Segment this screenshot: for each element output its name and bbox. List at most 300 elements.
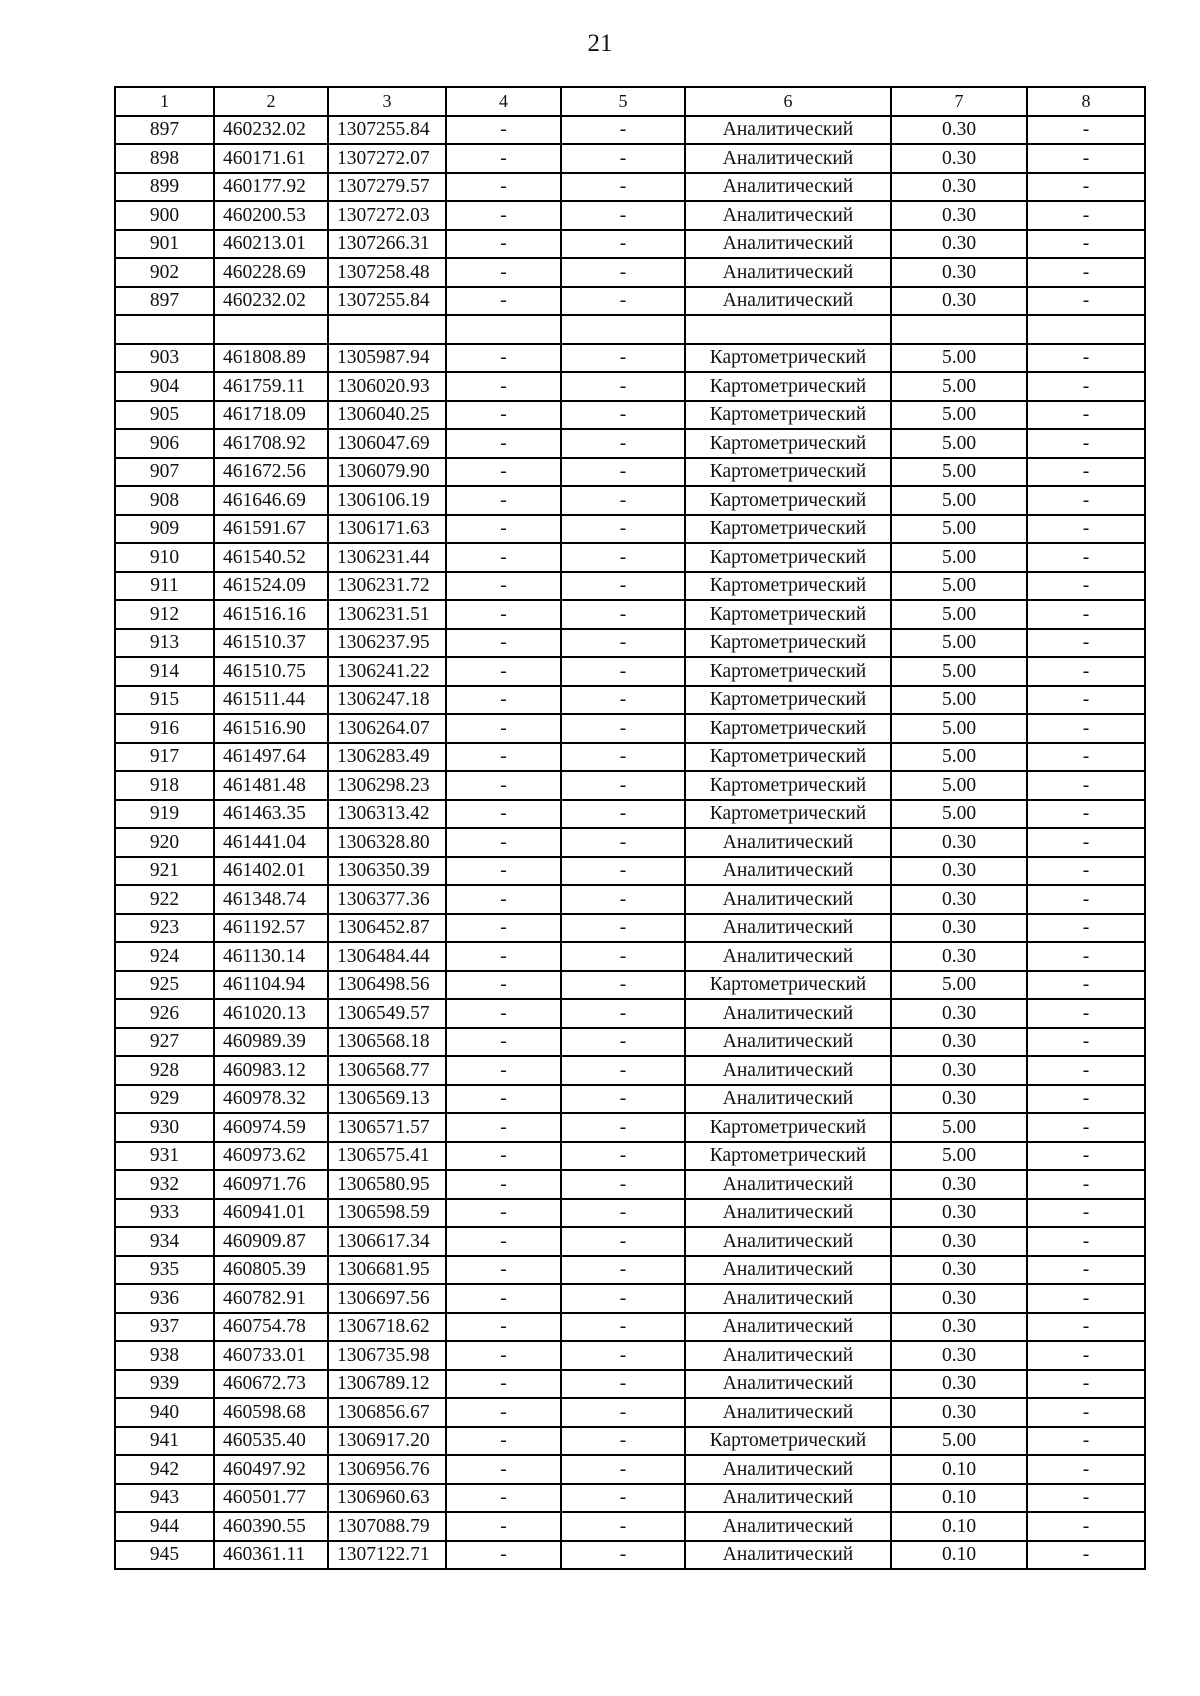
determination-method: Аналитический: [685, 828, 891, 857]
col-4-value: -: [446, 885, 561, 914]
y-coordinate: 1306789.12: [328, 1370, 446, 1399]
accuracy-value: 0.30: [891, 258, 1027, 287]
col-8-value: -: [1027, 344, 1145, 373]
header-row: [115, 87, 1145, 116]
determination-method: Аналитический: [685, 287, 891, 316]
accuracy-value: 0.30: [891, 116, 1027, 145]
col-4-value: -: [446, 1199, 561, 1228]
determination-method: Аналитический: [685, 1199, 891, 1228]
col-5-value: -: [561, 942, 685, 971]
col-8-value: -: [1027, 714, 1145, 743]
col-4-value: -: [446, 771, 561, 800]
col-4-value: -: [446, 1370, 561, 1399]
column-header: 5: [561, 87, 685, 116]
table-row: [115, 942, 1145, 971]
col-4-value: -: [446, 1484, 561, 1513]
table-row: [115, 1199, 1145, 1228]
accuracy-value: 0.10: [891, 1512, 1027, 1541]
col-8-value: -: [1027, 1370, 1145, 1399]
col-5-value: [561, 315, 685, 344]
point-number: 930: [115, 1113, 214, 1142]
col-4-value: -: [446, 1284, 561, 1313]
point-number: 914: [115, 657, 214, 686]
y-coordinate: 1306171.63: [328, 515, 446, 544]
determination-method: Аналитический: [685, 1170, 891, 1199]
point-number: 941: [115, 1427, 214, 1456]
determination-method: Аналитический: [685, 942, 891, 971]
col-5-value: -: [561, 173, 685, 202]
col-8-value: -: [1027, 743, 1145, 772]
table-row: [115, 344, 1145, 373]
determination-method: Аналитический: [685, 1541, 891, 1570]
col-8-value: -: [1027, 971, 1145, 1000]
accuracy-value: 0.30: [891, 828, 1027, 857]
table-row: [115, 429, 1145, 458]
col-8-value: -: [1027, 458, 1145, 487]
col-8-value: -: [1027, 1085, 1145, 1114]
x-coordinate: 461441.04: [214, 828, 328, 857]
accuracy-value: 0.30: [891, 1056, 1027, 1085]
table-row: [115, 315, 1145, 344]
y-coordinate: 1307088.79: [328, 1512, 446, 1541]
x-coordinate: 461497.64: [214, 743, 328, 772]
col-5-value: -: [561, 600, 685, 629]
col-4-value: -: [446, 1028, 561, 1057]
accuracy-value: 0.30: [891, 942, 1027, 971]
accuracy-value: 0.30: [891, 1313, 1027, 1342]
table-row: [115, 401, 1145, 430]
accuracy-value: 0.30: [891, 1227, 1027, 1256]
col-8-value: -: [1027, 429, 1145, 458]
determination-method: Картометрический: [685, 543, 891, 572]
x-coordinate: 461516.16: [214, 600, 328, 629]
col-5-value: -: [561, 458, 685, 487]
col-8-value: -: [1027, 1427, 1145, 1456]
x-coordinate: 460974.59: [214, 1113, 328, 1142]
y-coordinate: 1307266.31: [328, 230, 446, 259]
x-coordinate: 461646.69: [214, 486, 328, 515]
y-coordinate: 1306328.80: [328, 828, 446, 857]
col-5-value: -: [561, 971, 685, 1000]
column-header: 6: [685, 87, 891, 116]
col-4-value: -: [446, 1512, 561, 1541]
accuracy-value: 5.00: [891, 1113, 1027, 1142]
determination-method: Картометрический: [685, 515, 891, 544]
accuracy-value: 0.10: [891, 1455, 1027, 1484]
col-4-value: -: [446, 144, 561, 173]
accuracy-value: 0.30: [891, 287, 1027, 316]
point-number: 908: [115, 486, 214, 515]
y-coordinate: 1306568.77: [328, 1056, 446, 1085]
table-row: [115, 486, 1145, 515]
table-row: [115, 629, 1145, 658]
determination-method: Аналитический: [685, 173, 891, 202]
point-number: 919: [115, 800, 214, 829]
point-number: 911: [115, 572, 214, 601]
col-4-value: -: [446, 600, 561, 629]
determination-method: Картометрический: [685, 1142, 891, 1171]
point-number: 935: [115, 1256, 214, 1285]
col-8-value: -: [1027, 1484, 1145, 1513]
table-row: [115, 1056, 1145, 1085]
col-8-value: -: [1027, 999, 1145, 1028]
y-coordinate: 1306231.51: [328, 600, 446, 629]
point-number: 918: [115, 771, 214, 800]
col-8-value: -: [1027, 1056, 1145, 1085]
col-5-value: -: [561, 401, 685, 430]
y-coordinate: 1306718.62: [328, 1313, 446, 1342]
table-row: [115, 1313, 1145, 1342]
column-header: 2: [214, 87, 328, 116]
col-4-value: -: [446, 743, 561, 772]
table-row: [115, 828, 1145, 857]
col-5-value: -: [561, 1284, 685, 1313]
accuracy-value: 0.30: [891, 173, 1027, 202]
point-number: 925: [115, 971, 214, 1000]
determination-method: Картометрический: [685, 372, 891, 401]
col-8-value: -: [1027, 116, 1145, 145]
determination-method: Аналитический: [685, 1512, 891, 1541]
determination-method: [685, 315, 891, 344]
table-row: [115, 1170, 1145, 1199]
col-4-value: -: [446, 372, 561, 401]
y-coordinate: 1306498.56: [328, 971, 446, 1000]
accuracy-value: 5.00: [891, 657, 1027, 686]
col-5-value: -: [561, 1370, 685, 1399]
x-coordinate: 460971.76: [214, 1170, 328, 1199]
point-number: 943: [115, 1484, 214, 1513]
accuracy-value: 5.00: [891, 1142, 1027, 1171]
table-row: [115, 657, 1145, 686]
col-5-value: -: [561, 800, 685, 829]
point-number: 904: [115, 372, 214, 401]
col-5-value: -: [561, 1028, 685, 1057]
y-coordinate: 1307255.84: [328, 287, 446, 316]
x-coordinate: 460754.78: [214, 1313, 328, 1342]
table-row: [115, 572, 1145, 601]
col-8-value: -: [1027, 1199, 1145, 1228]
determination-method: Аналитический: [685, 144, 891, 173]
col-8-value: -: [1027, 1341, 1145, 1370]
accuracy-value: 5.00: [891, 458, 1027, 487]
table-row: [115, 144, 1145, 173]
point-number: 932: [115, 1170, 214, 1199]
point-number: 923: [115, 914, 214, 943]
x-coordinate: 461511.44: [214, 686, 328, 715]
table-row: [115, 201, 1145, 230]
accuracy-value: 5.00: [891, 572, 1027, 601]
col-8-value: -: [1027, 1455, 1145, 1484]
x-coordinate: 461718.09: [214, 401, 328, 430]
col-8-value: -: [1027, 857, 1145, 886]
determination-method: Картометрический: [685, 486, 891, 515]
x-coordinate: 461510.75: [214, 657, 328, 686]
col-4-value: -: [446, 629, 561, 658]
col-4-value: -: [446, 1085, 561, 1114]
y-coordinate: 1306956.76: [328, 1455, 446, 1484]
table-row: [115, 543, 1145, 572]
determination-method: Картометрический: [685, 458, 891, 487]
y-coordinate: 1306549.57: [328, 999, 446, 1028]
x-coordinate: 460228.69: [214, 258, 328, 287]
table-row: [115, 372, 1145, 401]
col-4-value: -: [446, 1142, 561, 1171]
table-row: [115, 1142, 1145, 1171]
point-number: 900: [115, 201, 214, 230]
point-number: 931: [115, 1142, 214, 1171]
determination-method: Картометрический: [685, 629, 891, 658]
col-4-value: -: [446, 116, 561, 145]
determination-method: Аналитический: [685, 857, 891, 886]
col-4-value: -: [446, 1455, 561, 1484]
y-coordinate: 1306020.93: [328, 372, 446, 401]
col-8-value: -: [1027, 1256, 1145, 1285]
table-row: [115, 1455, 1145, 1484]
col-5-value: -: [561, 572, 685, 601]
x-coordinate: [214, 315, 328, 344]
point-number: 902: [115, 258, 214, 287]
col-8-value: -: [1027, 515, 1145, 544]
y-coordinate: 1306079.90: [328, 458, 446, 487]
col-8-value: -: [1027, 1227, 1145, 1256]
determination-method: Аналитический: [685, 1056, 891, 1085]
col-5-value: -: [561, 1142, 685, 1171]
col-4-value: -: [446, 942, 561, 971]
col-4-value: -: [446, 800, 561, 829]
point-number: 944: [115, 1512, 214, 1541]
col-8-value: -: [1027, 800, 1145, 829]
accuracy-value: 5.00: [891, 543, 1027, 572]
table-row: [115, 600, 1145, 629]
col-5-value: -: [561, 144, 685, 173]
y-coordinate: 1306917.20: [328, 1427, 446, 1456]
y-coordinate: 1307255.84: [328, 116, 446, 145]
x-coordinate: 460232.02: [214, 116, 328, 145]
accuracy-value: 5.00: [891, 629, 1027, 658]
accuracy-value: 5.00: [891, 429, 1027, 458]
determination-method: Картометрический: [685, 344, 891, 373]
col-5-value: -: [561, 287, 685, 316]
column-header: 1: [115, 87, 214, 116]
y-coordinate: 1306617.34: [328, 1227, 446, 1256]
x-coordinate: 461402.01: [214, 857, 328, 886]
col-8-value: -: [1027, 1142, 1145, 1171]
y-coordinate: 1307272.07: [328, 144, 446, 173]
accuracy-value: 5.00: [891, 401, 1027, 430]
table-row: [115, 971, 1145, 1000]
x-coordinate: 461020.13: [214, 999, 328, 1028]
col-8-value: -: [1027, 1313, 1145, 1342]
y-coordinate: 1307279.57: [328, 173, 446, 202]
x-coordinate: 460805.39: [214, 1256, 328, 1285]
y-coordinate: 1306106.19: [328, 486, 446, 515]
col-8-value: -: [1027, 600, 1145, 629]
determination-method: Картометрический: [685, 743, 891, 772]
col-8-value: -: [1027, 201, 1145, 230]
accuracy-value: 0.30: [891, 857, 1027, 886]
point-number: 899: [115, 173, 214, 202]
col-8-value: -: [1027, 486, 1145, 515]
column-header: 7: [891, 87, 1027, 116]
col-5-value: -: [561, 543, 685, 572]
col-4-value: -: [446, 857, 561, 886]
x-coordinate: 460989.39: [214, 1028, 328, 1057]
accuracy-value: 0.30: [891, 1370, 1027, 1399]
col-4-value: -: [446, 458, 561, 487]
x-coordinate: 460983.12: [214, 1056, 328, 1085]
point-number: 922: [115, 885, 214, 914]
x-coordinate: 460598.68: [214, 1398, 328, 1427]
determination-method: Аналитический: [685, 1227, 891, 1256]
col-5-value: -: [561, 629, 685, 658]
table-row: [115, 458, 1145, 487]
y-coordinate: 1307122.71: [328, 1541, 446, 1570]
col-5-value: -: [561, 1398, 685, 1427]
point-number: 924: [115, 942, 214, 971]
point-number: 929: [115, 1085, 214, 1114]
y-coordinate: 1306231.72: [328, 572, 446, 601]
col-8-value: -: [1027, 942, 1145, 971]
accuracy-value: 0.30: [891, 1028, 1027, 1057]
col-4-value: -: [446, 1313, 561, 1342]
table-row: [115, 999, 1145, 1028]
determination-method: Аналитический: [685, 1455, 891, 1484]
point-number: 905: [115, 401, 214, 430]
y-coordinate: 1306047.69: [328, 429, 446, 458]
accuracy-value: 5.00: [891, 800, 1027, 829]
x-coordinate: 460177.92: [214, 173, 328, 202]
accuracy-value: 0.30: [891, 1256, 1027, 1285]
point-number: 933: [115, 1199, 214, 1228]
col-8-value: -: [1027, 771, 1145, 800]
point-number: 910: [115, 543, 214, 572]
point-number: 937: [115, 1313, 214, 1342]
col-5-value: -: [561, 1170, 685, 1199]
accuracy-value: 0.30: [891, 1284, 1027, 1313]
y-coordinate: 1306735.98: [328, 1341, 446, 1370]
col-8-value: -: [1027, 1284, 1145, 1313]
y-coordinate: 1306856.67: [328, 1398, 446, 1427]
y-coordinate: 1306484.44: [328, 942, 446, 971]
col-5-value: -: [561, 743, 685, 772]
x-coordinate: 461510.37: [214, 629, 328, 658]
determination-method: Аналитический: [685, 885, 891, 914]
point-number: 936: [115, 1284, 214, 1313]
col-8-value: -: [1027, 287, 1145, 316]
col-4-value: -: [446, 401, 561, 430]
col-4-value: -: [446, 344, 561, 373]
table-row: [115, 743, 1145, 772]
accuracy-value: 5.00: [891, 714, 1027, 743]
y-coordinate: 1306241.22: [328, 657, 446, 686]
col-4-value: -: [446, 657, 561, 686]
col-4-value: -: [446, 686, 561, 715]
x-coordinate: 461348.74: [214, 885, 328, 914]
y-coordinate: 1305987.94: [328, 344, 446, 373]
point-number: 897: [115, 287, 214, 316]
y-coordinate: 1306231.44: [328, 543, 446, 572]
determination-method: Аналитический: [685, 258, 891, 287]
col-5-value: -: [561, 258, 685, 287]
col-4-value: -: [446, 914, 561, 943]
y-coordinate: 1306264.07: [328, 714, 446, 743]
determination-method: Аналитический: [685, 1028, 891, 1057]
y-coordinate: 1306350.39: [328, 857, 446, 886]
determination-method: Картометрический: [685, 1113, 891, 1142]
y-coordinate: 1306569.13: [328, 1085, 446, 1114]
col-5-value: -: [561, 1199, 685, 1228]
point-number: 928: [115, 1056, 214, 1085]
table-body: [115, 116, 1145, 1570]
col-5-value: -: [561, 885, 685, 914]
table-row: [115, 173, 1145, 202]
determination-method: Картометрический: [685, 1427, 891, 1456]
point-number: 927: [115, 1028, 214, 1057]
table-row: [115, 1370, 1145, 1399]
accuracy-value: 0.30: [891, 1170, 1027, 1199]
col-5-value: -: [561, 1341, 685, 1370]
y-coordinate: 1306452.87: [328, 914, 446, 943]
determination-method: Картометрический: [685, 429, 891, 458]
determination-method: Аналитический: [685, 230, 891, 259]
col-5-value: -: [561, 657, 685, 686]
accuracy-value: 5.00: [891, 344, 1027, 373]
col-5-value: -: [561, 1313, 685, 1342]
accuracy-value: 0.30: [891, 1085, 1027, 1114]
accuracy-value: 0.30: [891, 914, 1027, 943]
determination-method: Картометрический: [685, 657, 891, 686]
accuracy-value: 0.30: [891, 201, 1027, 230]
y-coordinate: 1306598.59: [328, 1199, 446, 1228]
point-number: 940: [115, 1398, 214, 1427]
y-coordinate: 1306575.41: [328, 1142, 446, 1171]
col-4-value: -: [446, 201, 561, 230]
x-coordinate: 460973.62: [214, 1142, 328, 1171]
x-coordinate: 461808.89: [214, 344, 328, 373]
col-8-value: -: [1027, 372, 1145, 401]
point-number: 920: [115, 828, 214, 857]
col-4-value: -: [446, 1256, 561, 1285]
determination-method: Аналитический: [685, 1085, 891, 1114]
col-5-value: -: [561, 1484, 685, 1513]
determination-method: Картометрический: [685, 686, 891, 715]
col-5-value: -: [561, 1056, 685, 1085]
y-coordinate: 1306040.25: [328, 401, 446, 430]
col-4-value: -: [446, 1227, 561, 1256]
point-number: 907: [115, 458, 214, 487]
determination-method: Картометрический: [685, 714, 891, 743]
table-row: [115, 771, 1145, 800]
table-row: [115, 1028, 1145, 1057]
determination-method: Аналитический: [685, 1398, 891, 1427]
col-4-value: -: [446, 1056, 561, 1085]
col-8-value: -: [1027, 1170, 1145, 1199]
x-coordinate: 460941.01: [214, 1199, 328, 1228]
determination-method: Картометрический: [685, 600, 891, 629]
point-number: 942: [115, 1455, 214, 1484]
accuracy-value: 0.30: [891, 1199, 1027, 1228]
accuracy-value: 0.30: [891, 1398, 1027, 1427]
point-number: 917: [115, 743, 214, 772]
col-8-value: -: [1027, 1113, 1145, 1142]
x-coordinate: 460501.77: [214, 1484, 328, 1513]
x-coordinate: 460200.53: [214, 201, 328, 230]
determination-method: Картометрический: [685, 971, 891, 1000]
table-row: [115, 230, 1145, 259]
point-number: 921: [115, 857, 214, 886]
table-row: [115, 1398, 1145, 1427]
col-5-value: -: [561, 344, 685, 373]
